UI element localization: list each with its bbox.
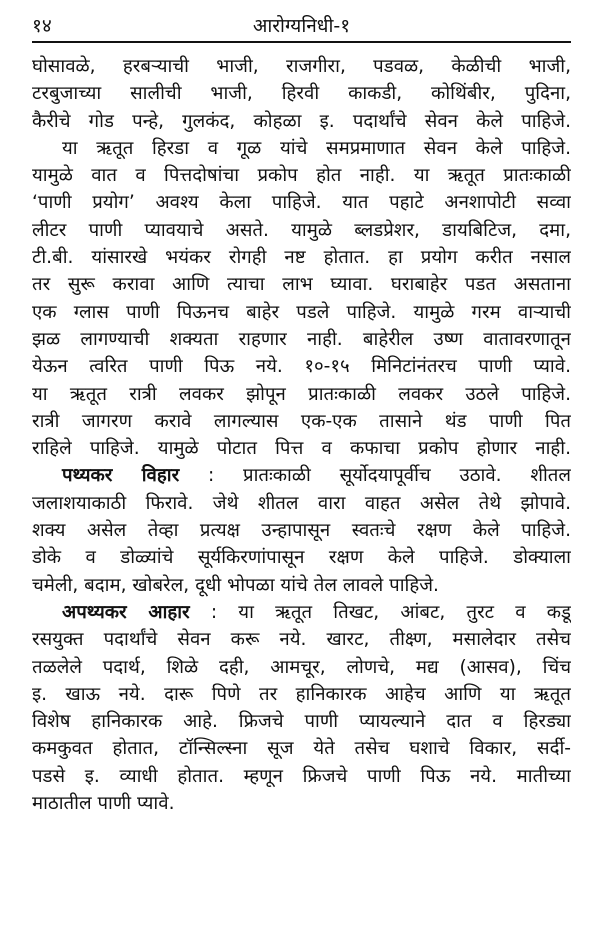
text-line [32,217,571,244]
line-text: : प्रातःकाळी सूर्योदयापूर्वीच उठावे. शीतल [179,465,571,487]
section-heading: पथ्यकर विहार [62,465,180,487]
text-line [32,708,571,735]
line-text: या ऋतूत हिरडा व गूळ यांचे समप्रमाणात सेवन केले पाहिजे. [62,137,571,159]
line-text: या ऋतूत रात्री लवकर झोपून प्रातःकाळी लवकर उठले पाहिजे. [32,383,571,405]
line-text: झळ लागण्याची शक्यता राहणार नाही. बाहेरील उष्ण वातावरणातून [32,328,571,350]
line-text: ‘पाणी प्रयोग’ अवश्य केला पाहिजे. यात पहाटे अनशापोटी सव्वा [32,192,571,214]
text-line [32,517,571,544]
text-line [32,53,571,80]
text-line [32,735,571,762]
text-line [32,544,571,571]
body-text [32,53,571,817]
line-text: रसयुक्त पदार्थांचे सेवन करू नये. खारट, तीक्ष्ण, मसालेदार तसेच [32,629,571,651]
section-heading: अपथ्यकर आहार [62,601,190,623]
line-text: कैरीचे गोड पन्हे, गुलकंद, कोहळा इ. पदार्थांचे सेवन केले पाहिजे. [32,110,571,132]
text-line [32,462,571,489]
line-text: घोसावळे, हरबऱ्याची भाजी, राजगीरा, पडवळ, केळीची भाजी, [32,56,571,77]
text-line [32,299,571,326]
line-text: एक ग्लास पाणी पिऊनच बाहेर पडले पाहिजे. यामुळे गरम वाऱ्याची [32,301,571,323]
text-line [32,654,571,681]
header-rule [32,41,571,43]
text-line [32,353,571,380]
text-line [32,599,571,626]
line-text: रात्री जागरण करावे लागल्यास एक-एक तासाने थंड पाणी पित [32,410,571,432]
line-text: जलाशयाकाठी फिरावे. जेथे शीतल वारा वाहत असेल तेथे झोपावे. [32,492,571,514]
line-text: इ. खाऊ नये. दारू पिणे तर हानिकारक आहेच आणि या ऋतूत [32,683,571,705]
line-text: विशेष हानिकारक आहे. फ्रिजचे पाणी प्यायल्याने दात व हिरड्या [32,711,571,733]
line-text: लीटर पाणी प्यावयाचे असते. यामुळे ब्लडप्रेशर, डायबिटिज, दमा, [32,219,571,241]
text-line [32,80,571,107]
line-text: तळलेले पदार्थ, शिळे दही, आमचूर, लोणचे, मद्य (आसव), चिंच [32,656,571,678]
text-line [32,790,571,817]
line-text: तर सुरू करावा आणि त्याचा लाभ घ्यावा. घराबाहेर पडत असताना [32,274,571,296]
line-text: यामुळे वात व पित्तदोषांचा प्रकोप होत नाही. या ऋतूत प्रातःकाळी [32,165,571,187]
line-text: येऊन त्वरित पाणी पिऊ नये. १०-१५ मिनिटांनंतरच पाणी प्यावे. [32,356,571,378]
line-text: डोके व डोळ्यांचे सूर्यकिरणांपासून रक्षण केले पाहिजे. डोक्याला [32,547,571,569]
text-line [32,681,571,708]
text-line [32,408,571,435]
text-line [32,381,571,408]
line-text: पडसे इ. व्याधी होतात. म्हणून फ्रिजचे पाणी पिऊ नये. मातीच्या [32,765,571,787]
line-text: माठातील पाणी प्यावे. [32,793,175,815]
text-line [32,162,571,189]
text-line [32,135,571,162]
text-line [32,435,571,462]
line-text: टी.बी. यांसारखे भयंकर रोगही नष्ट होतात. हा प्रयोग करीत नसाल [32,247,571,269]
line-text: राहिले पाहिजे. यामुळे पोटात पित्त व कफाचा प्रकोप होणार नाही. [32,438,571,460]
text-line [32,108,571,135]
running-title: आरोग्यनिधी-१ [252,15,351,37]
text-line [32,271,571,298]
line-text: : या ऋतूत तिखट, आंबट, तुरट व कडू [189,601,571,623]
page-number: १४ [32,15,52,37]
line-text: शक्य असेल तेव्हा प्रत्यक्ष उन्हापासून स्वतःचे रक्षण केले पाहिजे. [32,520,571,542]
page-header [32,10,571,40]
text-line [32,572,571,599]
line-text: चमेली, बदाम, खोबरेल, दूधी भोपळा यांचे तेल लावले पाहिजे. [32,574,439,596]
line-text: टरबुजाच्या सालीची भाजी, हिरवी काकडी, कोथिंबीर, पुदिना, [32,83,571,105]
text-line [32,189,571,216]
text-line [32,244,571,271]
line-text: कमकुवत होतात, टॉन्सिल्स्ना सूज येते तसेच घशाचे विकार, सर्दी- [32,738,571,760]
text-line [32,763,571,790]
text-line [32,626,571,653]
text-line [32,326,571,353]
text-line [32,490,571,517]
